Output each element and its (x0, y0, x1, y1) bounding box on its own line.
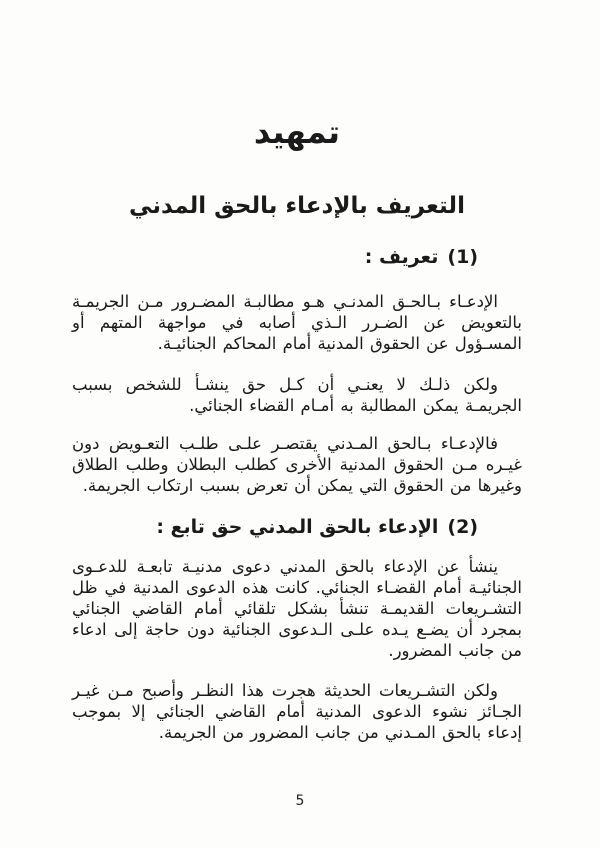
section-number: (2) (447, 516, 478, 538)
section-heading-1 (72, 244, 522, 270)
section-number: (1) (447, 246, 478, 268)
paragraph: الإدعـاء بـالحـق المدنـي هـو مطالبـة المضـرور مـن الجريمـة بالتعويض عن الضـرر الـذي أصابه في مواجهة المتهم أو المسـؤول عن الحقوق المدنية أمام المحاكم الجنائيـة. (72, 292, 522, 353)
section-heading-2 (72, 514, 522, 540)
section-heading-text: الإدعاء بالحق المدني حق تابع : (156, 516, 439, 538)
paragraph: فالإدعـاء بـالحق المـدني يقتصـر علـى طلـب التعـويض دون غيـره مـن الحقوق المدنية الأخرى كطلب البطلان وطلب الطلاق وغيرها من الحقوق التي يمكن أن تعرض بسبب ارتكاب الجريمة. (72, 434, 522, 495)
paragraph: ولكن التشـريعات الحديثة هجرت هذا النظـر وأصبح مـن غيـر الجـائز نشوء الدعوى المدنية أمام القاضي الجنائي إلا بموجب إدعاء بالحق المـدني من جانب المضرور من الجريمة. (72, 681, 522, 742)
page-content (72, 0, 522, 743)
section-heading-text: تعريف : (364, 246, 439, 268)
page-title: تمهيد (253, 113, 341, 151)
paragraph: ينشأ عن الإدعاء بالحق المدني دعوى مدنيـة تابعـة للدعـوى الجنائيـة أمام القضـاء الجنائي. كانت هذه الدعوى المدنية في ظل التشـريعات القديمـة تنشأ بشكل تلقائي أمام القاضي الجنائي بمجرد أن يضـع يـده علـى الـدعوى الجنائية دون حاجة إلى ادعاء من جانب المضرور. (72, 557, 522, 660)
paragraph: ولكن ذلـك لا يعنـي أن كـل حق ينشـأ للشخص بسبب الجريمـة يمكن المطالبة به أمـام القضاء الجنائي. (72, 375, 522, 415)
page-number: 5 (295, 793, 305, 809)
document-subtitle: التعريف بالإدعاء بالحق المدني (129, 193, 465, 219)
